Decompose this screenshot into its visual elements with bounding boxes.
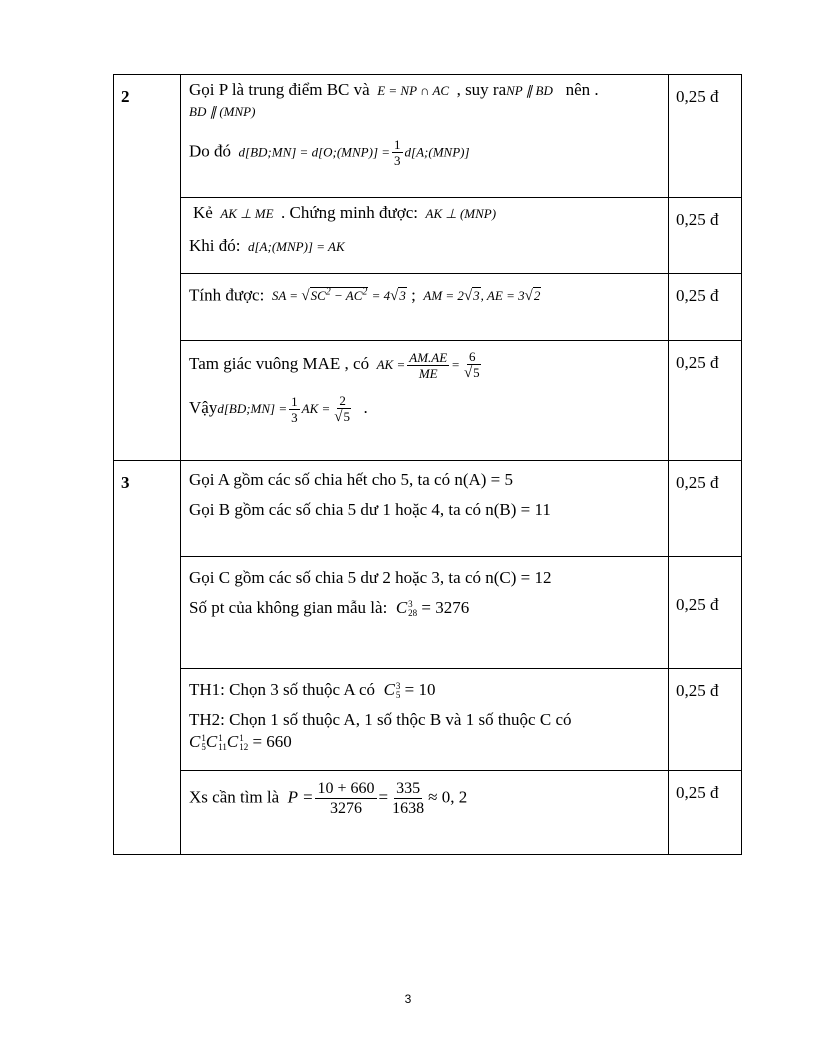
step-text: Khi đó: [189,236,241,255]
step-text: Vậy [189,397,218,417]
score-value: 0,25 đ [669,669,742,771]
answer-step [181,771,669,855]
table-row [114,557,742,669]
formula: C [391,598,408,617]
step-text: , suy ra [456,80,507,99]
formula: AK = [373,356,406,372]
answer-table [113,74,742,855]
step-text: Gọi A gồm các số chia hết cho 5, ta có n(A) = 5 [189,470,514,489]
step-text: Tam giác vuông MAE , có [189,353,370,373]
question-number: 2 [114,75,181,461]
formula: NP ∥ BD [506,83,553,98]
score-value: 0,25 đ [669,461,742,557]
formula: C [379,680,395,699]
fraction: $\frac{1}{3}$ [291,393,298,425]
step-text: TH1: Chọn 3 số thuộc A có [189,680,376,699]
score-value: 0,25 đ [669,341,742,461]
score-value: 0,25 đ [669,557,742,669]
formula: = 660 [248,732,292,751]
table-row [114,341,742,461]
formula: E = NP ∩ AC [373,83,453,98]
formula: d[A;(MNP)] = AK [244,239,345,254]
score-value: 0,25 đ [669,771,742,855]
table-row [114,274,742,341]
formula: d[BD;MN] = d[O;(MNP)] = [235,144,391,160]
score-value: 0,25 đ [669,75,742,198]
step-text: ; [411,285,416,305]
formula: AK ⊥ (MNP) [422,206,497,221]
formula: = 10 [400,680,436,699]
fraction: $\frac{335}{1638}$ [392,780,425,817]
table-row [114,198,742,274]
fraction: $\frac{6}{√5}$ [463,349,480,381]
step-text: Gọi B gồm các số chia 5 dư 1 hoặc 4, ta có n(B) = 11 [189,500,551,519]
step-text: Tính được: [189,285,265,305]
fraction: $\frac{10 + 660}{3276}$ [317,780,375,817]
score-value: 0,25 đ [669,198,742,274]
formula: P = [283,787,314,807]
answer-step: TH1: Chọn 3 số thuộc A có C 3 5 = 10 TH2: Chọn 1 số thuộc A, 1 số thộc B và 1 số thuộc C có C 1 5 C 1 11 C 1 12 = 660 [181,669,669,771]
formula: AK ⊥ ME [217,206,277,221]
formula: = [378,787,389,807]
answer-step [181,461,669,557]
formula: = [451,356,460,372]
question-number: 3 [114,461,181,855]
page-number: 3 [404,992,412,1006]
answer-step [181,75,669,198]
score-value: 0,25 đ [669,274,742,341]
table-row [114,771,742,855]
table-row [114,461,742,557]
answer-step [181,341,669,461]
table-row [114,75,742,198]
step-text: . [363,397,368,417]
formula: = 3276 [417,598,470,617]
formula: SA = $√SC^2 - AC^2 = 4√3$ [268,287,406,305]
fraction: $\frac{1}{3}$ [394,137,401,168]
step-text: Xs cần tìm là [189,787,280,807]
fraction: $\frac{AM.AE}{ME}$ [409,349,448,381]
step-text: Số pt của không gian mẫu là: [189,598,388,617]
step-text: Gọi C gồm các số chia 5 dư 2 hoặc 3, ta có n(C) = 12 [189,568,552,587]
step-text: TH2: Chọn 1 số thuộc A, 1 số thộc B và 1 số thuộc C có [189,710,572,729]
formula: d[A;(MNP)] [404,144,470,160]
formula: d[BD;MN] = [217,400,288,416]
answer-step [181,198,669,274]
step-text: Kẻ [193,203,213,222]
answer-step: Gọi C gồm các số chia 5 dư 2 hoặc 3, ta có n(C) = 12 Số pt của không gian mẫu là: C 3 28 = 3276 [181,557,669,669]
formula: ≈ 0, 2 [428,787,468,807]
step-text: . Chứng minh được: [281,203,419,222]
step-text: Do đó [189,141,232,161]
step-text: nên . [565,80,599,99]
formula: AM = 2√3, AE = 3√2 [420,288,541,305]
formula: BD ∥ (MNP) [189,104,256,119]
fraction: $\frac{2}{√5}$ [334,393,351,425]
formula: C [189,732,201,751]
table-row [114,669,742,771]
answer-step [181,274,669,341]
formula: AK = [301,400,331,416]
step-text: Gọi P là trung điểm BC và [189,80,370,99]
